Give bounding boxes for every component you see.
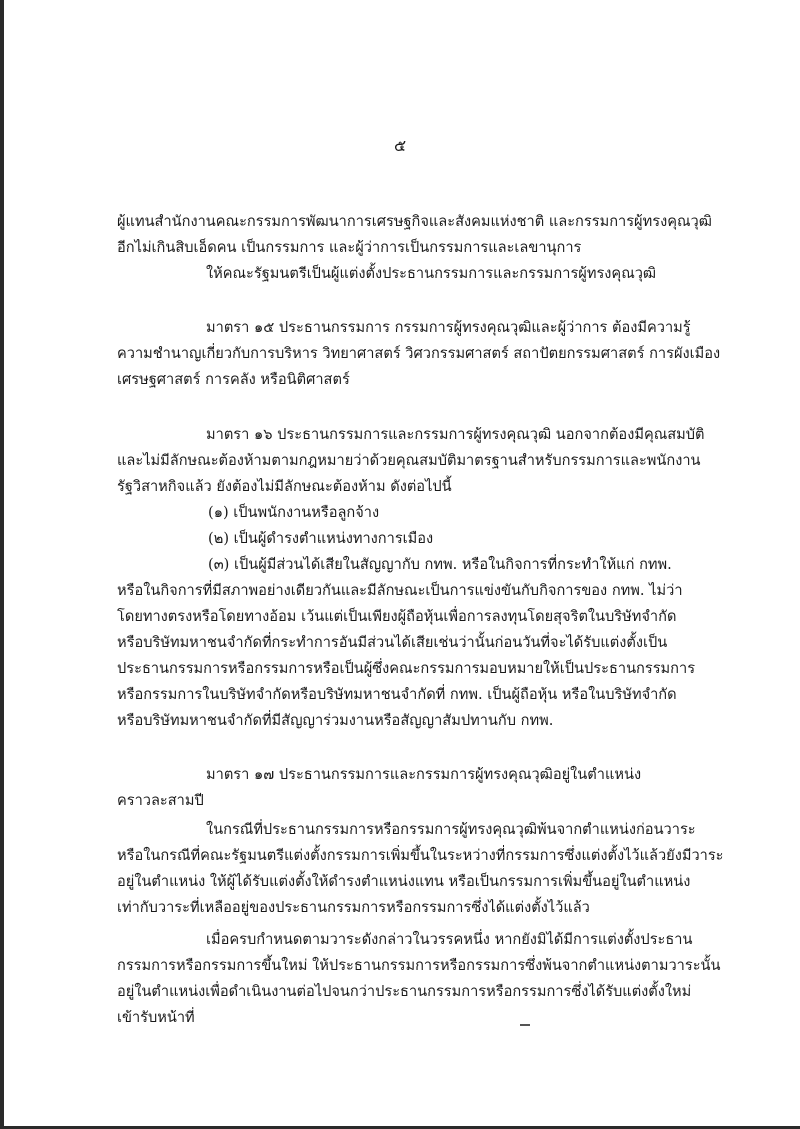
page-number: ๕: [393, 136, 407, 155]
list-item: (๒) เป็นผู้ดำรงตำแหน่งทางการเมือง: [208, 530, 434, 547]
text-line: ผู้แทนสำนักงานคณะกรรมการพัฒนาการเศรษฐกิจและสังคมแห่งชาติ และกรรมการผู้ทรงคุณวุฒิ: [117, 213, 712, 230]
text-line: เท่ากับวาระที่เหลืออยู่ของประธานกรรมการหรือกรรมการซึ่งได้แต่งตั้งไว้แล้ว: [117, 899, 590, 916]
text-line: หรือในกิจการที่มีสภาพอย่างเดียวกันและมีลักษณะเป็นการแข่งขันกับกิจการของ กทพ. ไม่ว่า: [117, 582, 683, 599]
scan-speck: [520, 1024, 530, 1026]
section-heading-15: มาตรา ๑๕ ประธานกรรมการ กรรมการผู้ทรงคุณวุฒิและผู้ว่าการ ต้องมีความรู้: [206, 319, 691, 336]
scan-border-left: [0, 0, 4, 1129]
text-line: ในกรณีที่ประธานกรรมการหรือกรรมการผู้ทรงคุณวุฒิพ้นจากตำแหน่งก่อนวาระ: [206, 821, 696, 838]
text-line: เมื่อครบกำหนดตามวาระดังกล่าวในวรรคหนึ่ง หากยังมิได้มีการแต่งตั้งประธาน: [206, 931, 693, 948]
section-heading-17: มาตรา ๑๗ ประธานกรรมการและกรรมการผู้ทรงคุณวุฒิอยู่ในตำแหน่ง: [206, 766, 642, 783]
text-line: ความชำนาญเกี่ยวกับการบริหาร วิทยาศาสตร์ วิศวกรรมศาสตร์ สถาปัตยกรรมศาสตร์ การผังเมือง: [117, 345, 721, 362]
text-line: ประธานกรรมการหรือกรรมการหรือเป็นผู้ซึ่งคณะกรรมการมอบหมายให้เป็นประธานกรรมการ: [117, 660, 696, 677]
section-heading-16: มาตรา ๑๖ ประธานกรรมการและกรรมการผู้ทรงคุณวุฒิ นอกจากต้องมีคุณสมบัติ: [206, 426, 705, 443]
text-line: หรือบริษัทมหาชนจำกัดที่มีสัญญาร่วมงานหรือสัญญาสัมปทานกับ กทพ.: [117, 712, 554, 729]
text-line: ให้คณะรัฐมนตรีเป็นผู้แต่งตั้งประธานกรรมการและกรรมการผู้ทรงคุณวุฒิ: [206, 265, 657, 282]
text-line: หรือกรรมการในบริษัทจำกัดหรือบริษัทมหาชนจำกัดที่ กทพ. เป็นผู้ถือหุ้น หรือในบริษัทจำกัด: [117, 686, 677, 703]
text-line: อีกไม่เกินสิบเอ็ดคน เป็นกรรมการ และผู้ว่าการเป็นกรรมการและเลขานุการ: [117, 239, 582, 256]
text-line: และไม่มีลักษณะต้องห้ามตามกฎหมายว่าด้วยคุณสมบัติมาตรฐานสำหรับกรรมการและพนักงาน: [117, 452, 701, 469]
text-line: หรือในกรณีที่คณะรัฐมนตรีแต่งตั้งกรรมการเพิ่มขึ้นในระหว่างที่กรรมการซึ่งแต่งตั้งไว้แล้วยังมีวาระ: [117, 847, 724, 864]
list-item: (๑) เป็นพนักงานหรือลูกจ้าง: [208, 504, 380, 521]
list-item: (๓) เป็นผู้มีส่วนได้เสียในสัญญากับ กทพ. หรือในกิจการที่กระทำให้แก่ กทพ.: [208, 556, 672, 573]
text-line: โดยทางตรงหรือโดยทางอ้อม เว้นแต่เป็นเพียงผู้ถือหุ้นเพื่อการลงทุนโดยสุจริตในบริษัทจำกัด: [117, 608, 677, 625]
text-line: อยู่ในตำแหน่งเพื่อดำเนินงานต่อไปจนกว่าประธานกรรมการหรือกรรมการซึ่งได้รับแต่งตั้งใหม่: [117, 983, 692, 1000]
text-line: รัฐวิสาหกิจแล้ว ยังต้องไม่มีลักษณะต้องห้าม ดังต่อไปนี้: [117, 478, 452, 495]
text-line: อยู่ในตำแหน่ง ให้ผู้ได้รับแต่งตั้งให้ดำรงตำแหน่งแทน หรือเป็นกรรมการเพิ่มขึ้นอยู่ในตำแหน่ง: [117, 873, 691, 890]
text-line: หรือบริษัทมหาชนจำกัดที่กระทำการอันมีส่วนได้เสียเช่นว่านั้นก่อนวันที่จะได้รับแต่งตั้งเป็น: [117, 634, 668, 651]
text-line: เข้ารับหน้าที่: [117, 1009, 195, 1026]
text-line: กรรมการหรือกรรมการขึ้นใหม่ ให้ประธานกรรมการหรือกรรมการซึ่งพ้นจากตำแหน่งตามวาระนั้น: [117, 957, 721, 974]
text-line: เศรษฐศาสตร์ การคลัง หรือนิติศาสตร์: [117, 371, 350, 388]
text-line: คราวละสามปี: [117, 792, 204, 809]
